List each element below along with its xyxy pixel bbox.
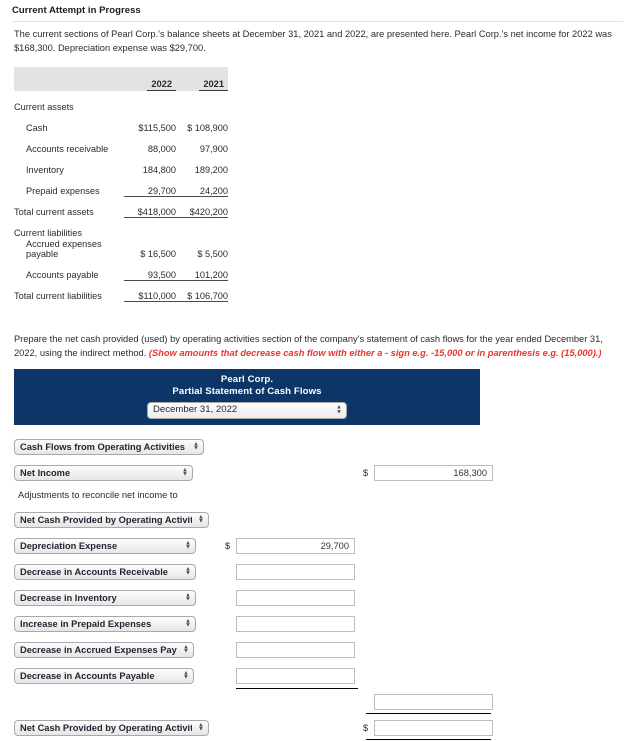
amount-input-col1[interactable]: [236, 538, 355, 554]
account-select-cell: [14, 512, 225, 528]
cell-2021: 189,200: [194, 165, 228, 175]
row-label: Current assets: [14, 102, 74, 112]
table-row: [14, 91, 228, 112]
balance-sheet-table: [14, 67, 228, 302]
cell-2022: $115,500: [138, 123, 176, 133]
account-select[interactable]: [14, 538, 196, 554]
row-depreciation-expense: [14, 533, 480, 559]
account-select[interactable]: [14, 512, 209, 528]
table-row: [14, 196, 228, 217]
chevron-updown-icon: ▲ ▼: [193, 441, 199, 452]
account-select-wrapper[interactable]: [14, 668, 194, 684]
statement-date-holder: [14, 402, 480, 419]
account-select-cell: [14, 564, 225, 580]
table-row: [14, 112, 228, 133]
instruction-warning: (Show amounts that decrease cash flow with either a - sign e.g. -15,000 or in parenthesis e.g. (15,000).): [148, 347, 602, 358]
cell-2021: $420,200: [176, 196, 228, 217]
problem-intro-text: The current sections of Pearl Corp.'s balance sheets at December 31, 2021 and 2022, are presented here. Pearl Corp.'s net income for 2022 was $168,300. Depreciation expense was $29,700.: [14, 29, 612, 53]
cell-2022: [124, 217, 176, 238]
account-select[interactable]: [14, 564, 196, 580]
statement-header-banner: [14, 369, 480, 425]
chevron-updown-icon: ▲ ▼: [185, 540, 191, 551]
row-label: Inventory: [26, 165, 64, 175]
cell-2021: $ 5,500: [197, 249, 228, 259]
chevron-updown-icon: ▲ ▼: [198, 722, 204, 733]
amount-input-col2[interactable]: [374, 465, 493, 481]
statement-body: [14, 425, 480, 741]
account-select-wrapper[interactable]: [14, 590, 196, 606]
row-operating-activities: [14, 434, 480, 460]
cell-2021: $ 106,700: [176, 280, 228, 301]
page-title: Current Attempt in Progress: [12, 5, 141, 16]
instruction-main: Prepare the net cash provided (used) by operating activities section of the company's statement of cash flows for the year ended December 31, 2022, using the indirect method.: [14, 333, 603, 358]
row-label: Accounts receivable: [26, 144, 109, 154]
dollar-sign-col2: $: [363, 467, 369, 478]
row-net-cash-provided-bottom: [14, 715, 480, 741]
row-decrease-accrued-expenses-payable: [14, 637, 480, 663]
cell-2021: [176, 217, 228, 238]
account-select-cell: [14, 668, 225, 684]
cell-2021: 101,200: [194, 269, 228, 280]
account-select-wrapper[interactable]: [14, 564, 196, 580]
account-select[interactable]: [14, 642, 194, 658]
table-row: [14, 259, 228, 280]
subtotal-rule-col2: [366, 739, 491, 740]
chevron-updown-icon: ▲ ▼: [185, 592, 191, 603]
table-row: [14, 133, 228, 154]
cell-2021: [176, 91, 228, 112]
cell-2022: $ 16,500: [140, 249, 176, 259]
cell-2022: [124, 91, 176, 112]
row-label: Accrued expenses payable: [26, 239, 102, 259]
row-label: Total current liabilities: [14, 291, 102, 301]
table-row: [14, 175, 228, 196]
chevron-updown-icon: ▲ ▼: [183, 670, 189, 681]
subtotal-rule-col2: [366, 713, 491, 714]
account-select-wrapper[interactable]: [14, 465, 193, 481]
date-select-wrapper[interactable]: [147, 402, 347, 419]
account-select[interactable]: [14, 720, 209, 736]
account-select-cell: [14, 642, 225, 658]
account-select[interactable]: [14, 616, 196, 632]
row-increase-prepaid-expenses: [14, 611, 480, 637]
account-select-cell: [14, 439, 225, 455]
table-row: [14, 280, 228, 301]
chevron-updown-icon: ▲ ▼: [183, 644, 189, 655]
row-decrease-accounts-payable: [14, 663, 480, 689]
account-select-cell: [14, 720, 225, 736]
account-select[interactable]: [14, 465, 193, 481]
table-row: [14, 154, 228, 175]
amount-input-col1[interactable]: [236, 642, 355, 658]
cell-2022: 184,800: [142, 165, 176, 175]
account-select-wrapper[interactable]: [14, 512, 209, 528]
amount-input-col1[interactable]: [236, 616, 355, 632]
chevron-updown-icon: ▲ ▼: [198, 514, 204, 525]
account-select-cell: [14, 538, 225, 554]
account-select[interactable]: [14, 590, 196, 606]
balance-sheet-body: [14, 91, 228, 301]
chevron-updown-icon: ▲ ▼: [185, 566, 191, 577]
chevron-updown-icon: ▲ ▼: [182, 467, 188, 478]
account-select-wrapper[interactable]: [14, 720, 209, 736]
cell-2022: 93,500: [147, 269, 176, 280]
row-decrease-inventory: [14, 585, 480, 611]
amount-input-col1[interactable]: [236, 564, 355, 580]
row-label: Accounts payable: [26, 270, 99, 280]
chevron-updown-icon: ▲ ▼: [185, 618, 191, 629]
account-select-cell: [14, 590, 225, 606]
statement-company-name: Pearl Corp.: [220, 373, 274, 385]
account-select[interactable]: [14, 439, 204, 455]
account-select-wrapper[interactable]: [14, 538, 196, 554]
balance-sheet-table-wrapper: [14, 67, 228, 302]
row-label: Prepaid expenses: [26, 186, 100, 196]
row-net-cash-provided-top: [14, 507, 480, 533]
row-label: Total current assets: [14, 207, 94, 217]
row-net-income: [14, 460, 480, 486]
account-select-cell: [14, 616, 225, 632]
amount-input-col1[interactable]: [236, 590, 355, 606]
cell-2022: $418,000: [124, 196, 176, 217]
table-header-row: [14, 67, 228, 91]
col-header-blank: [14, 67, 124, 91]
row-decrease-accounts-receivable: [14, 559, 480, 585]
dollar-sign-col1: $: [225, 540, 231, 551]
cash-flow-statement: [14, 369, 480, 741]
account-select-wrapper[interactable]: [14, 439, 204, 455]
cell-2021: 24,200: [199, 185, 228, 196]
account-select-cell: [14, 465, 225, 481]
adjustments-note: Adjustments to reconcile net income to: [18, 489, 178, 500]
account-select[interactable]: [14, 668, 194, 684]
cell-2021: 97,900: [199, 144, 228, 154]
col-header-2021: 2021: [176, 67, 228, 91]
dollar-sign-col2: $: [363, 722, 369, 733]
balance-sheet-header: [14, 67, 228, 91]
amount-input-col2[interactable]: [374, 720, 493, 736]
amount-input-col1[interactable]: [236, 668, 355, 684]
cell-2022: 29,700: [147, 185, 176, 196]
cell-2021: $ 108,900: [187, 123, 228, 133]
statement-date-select[interactable]: [147, 402, 347, 419]
table-row: [14, 238, 228, 259]
account-select-wrapper[interactable]: [14, 616, 196, 632]
cell-2022: $110,000: [124, 280, 176, 301]
instruction-text: [14, 332, 613, 360]
cell-2022: 88,000: [147, 144, 176, 154]
chevron-updown-icon: ▲ ▼: [336, 404, 342, 415]
statement-title: Partial Statement of Cash Flows: [172, 386, 322, 397]
account-select-wrapper[interactable]: [14, 642, 194, 658]
row-subtotal: [14, 689, 480, 715]
col-header-2022: 2022: [124, 67, 176, 91]
row-label: Current liabilities: [14, 228, 82, 238]
amount-input-col2[interactable]: [374, 694, 493, 710]
row-label: Cash: [26, 123, 48, 133]
table-row: [14, 217, 228, 238]
